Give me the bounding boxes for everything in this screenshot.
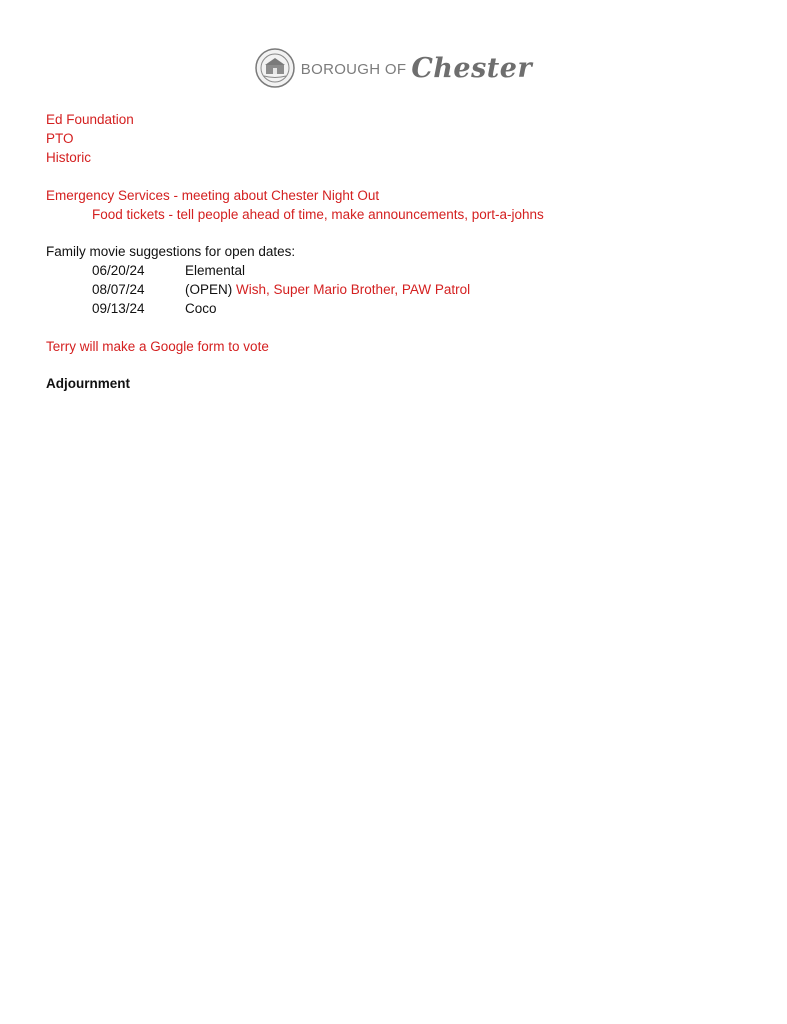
movie-date: 08/07/24 — [92, 282, 145, 297]
movie-row — [46, 261, 746, 280]
document-header — [0, 46, 787, 90]
item-food-tickets: Food tickets - tell people ahead of time, make announcements, port-a-johns — [92, 206, 544, 222]
item-pto: PTO — [46, 131, 74, 146]
movie-date: 06/20/24 — [92, 263, 145, 278]
movie-title: Coco — [185, 301, 217, 316]
logo-text-chester: Chester — [411, 52, 533, 84]
vote-note: Terry will make a Google form to vote — [46, 338, 269, 354]
movie-row — [46, 280, 746, 299]
movie-suggestions-heading: Family movie suggestions for open dates: — [46, 244, 296, 259]
movie-options: Wish, Super Mario Brother, PAW Patrol — [236, 282, 471, 297]
movie-title: (OPEN) — [185, 282, 237, 297]
item-ed-foundation: Ed Foundation — [46, 112, 134, 127]
adjournment-heading: Adjournment — [46, 376, 130, 391]
borough-seal-logo — [255, 48, 295, 88]
movie-title: Elemental — [185, 263, 246, 278]
document-body — [46, 110, 746, 393]
movie-date: 09/13/24 — [92, 301, 145, 316]
logo-text-borough-of: BOROUGH OF — [300, 61, 407, 78]
item-historic: Historic — [46, 150, 92, 165]
movie-row — [46, 299, 746, 318]
item-emergency-services: Emergency Services - meeting about Chester Night Out — [46, 187, 380, 203]
